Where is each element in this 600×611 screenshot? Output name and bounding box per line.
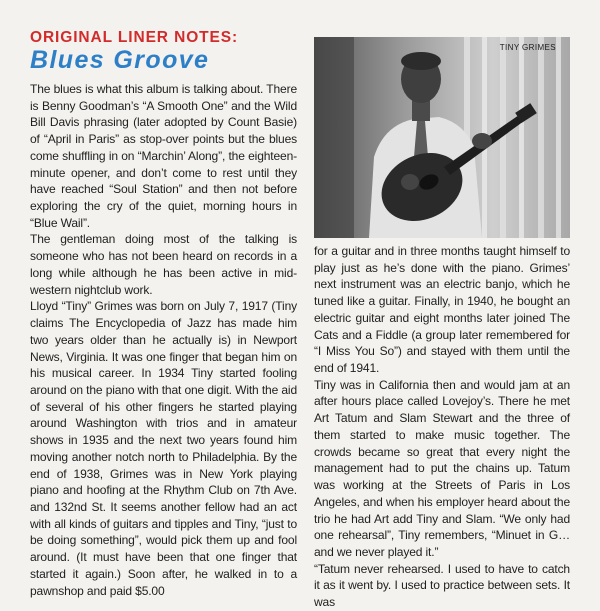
body-paragraph: for a guitar and in three months taught himself to play just as he’s done with the piano. Grimes’ next instrument was an electric banjo, which he tuned like a guitar. Finally, in 1940, he bought an electric guitar and eight months later joined The Cats and a Fiddle (a group later remembered for “I Miss You So”) and stayed with them until the end of 1941. bbox=[314, 244, 570, 376]
right-column bbox=[314, 243, 570, 611]
body-paragraph: “Tatum never rehearsed. I used to have to catch it as it went by. I used to practice between sets. It was bbox=[314, 561, 570, 610]
guitarist-photo bbox=[314, 37, 570, 238]
section-kicker: ORIGINAL LINER NOTES: bbox=[30, 29, 239, 46]
body-paragraph: The gentleman doing most of the talking is someone who has not been heard on records in a long while although he has been active in mid-western nightclub work. bbox=[30, 232, 297, 297]
page-title: Blues Groove bbox=[30, 46, 210, 74]
body-paragraph: Lloyd “Tiny” Grimes was born on July 7, 1917 (Tiny claims The Encyclopedia of Jazz has made him two years older than he actually is) in Newport News, Virginia. It was one finger that began him on his musical career. In 1934 Tiny started fooling around on the piano with that one digit. With the aid of several of his other fingers he started playing around Washington with trios and in amateur shows in 1935 and the next two years found him moving another notch north to Philadelphia. By the end of 1938, Grimes was in New York playing piano and hoofing at the Rhythm Club on 7th Ave. and 132nd St. It seems another fellow had an act with all kinds of guitars and tipples and Tiny, “just to be doing something”, would pick them up and fool around. (It must have been that one finger that started it again.) Soon after, he walked in to a pawnshop and paid $5.00 bbox=[30, 299, 297, 598]
guitarist-photo-image bbox=[314, 37, 570, 238]
body-paragraph: The blues is what this album is talking about. There is Benny Goodman’s “A Smooth One” and the Wild Bill Davis phrasing (later adopted by Count Basie) of “April in Paris” as stop-over points but the blues come shuffling in on “Marchin’ Along”, the eighteen-minute opener, and don’t come to rest until they have reached “Soul Station” and then not before exploring the cry of the quiet, morning hours in “Blue Wail”. bbox=[30, 82, 297, 230]
body-paragraph: Tiny was in California then and would jam at an after hours place called Lovejoy’s. There he met Art Tatum and Slam Stewart and the three of them started to make music together. The crowds became so great that every night the management had to put the chains up. Tatum was working at the Streets of Paris in Los Angeles, and when his employer heard about the trio he had Art add Tiny and Slam. “We only had one rehearsal”, Tiny remembers, “Minuet in G… and we never played it.” bbox=[314, 377, 570, 559]
left-column bbox=[30, 29, 297, 599]
photo-caption: TINY GRIMES bbox=[499, 43, 556, 52]
